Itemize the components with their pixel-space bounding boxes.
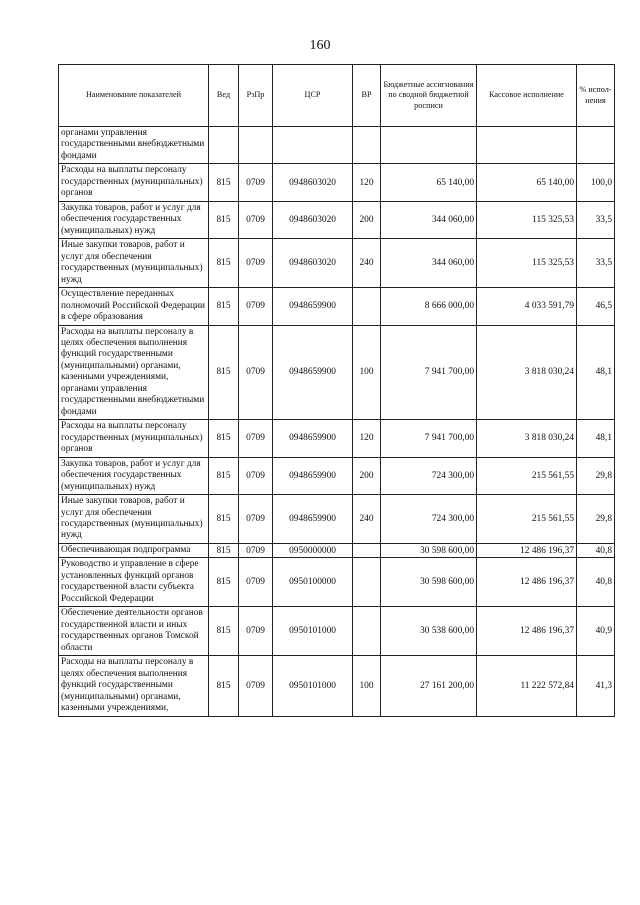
cell-vr <box>353 288 381 325</box>
cell-assignments: 344 060,00 <box>381 239 477 288</box>
cell-cash-execution: 115 325,53 <box>477 201 577 238</box>
cell-rzpr: 0709 <box>239 420 273 457</box>
cell-rzpr: 0709 <box>239 457 273 494</box>
cell-cash-execution <box>477 127 577 164</box>
cell-csr: 0950100000 <box>273 558 353 607</box>
cell-ved: 815 <box>209 164 239 201</box>
cell-cash-execution: 12 486 196,37 <box>477 558 577 607</box>
cell-rzpr: 0709 <box>239 558 273 607</box>
cell-vr: 120 <box>353 420 381 457</box>
cell-ved: 815 <box>209 325 239 420</box>
cell-vr: 200 <box>353 201 381 238</box>
cell-name: Осуществление переданных полномочий Российской Федерации в сфере образования <box>59 288 209 325</box>
cell-name: Обеспечивающая подпрограмма <box>59 543 209 557</box>
cell-vr: 200 <box>353 457 381 494</box>
table-row <box>59 543 615 557</box>
header-cash-execution: Кассовое исполнение <box>477 65 577 127</box>
cell-ved: 815 <box>209 656 239 716</box>
cell-cash-execution: 3 818 030,24 <box>477 325 577 420</box>
cell-assignments: 30 598 600,00 <box>381 543 477 557</box>
table-row <box>59 457 615 494</box>
cell-assignments: 724 300,00 <box>381 495 477 544</box>
cell-execution-percent: 33,5 <box>577 239 615 288</box>
cell-execution-percent: 33,5 <box>577 201 615 238</box>
cell-csr: 0950101000 <box>273 607 353 656</box>
table-row <box>59 656 615 716</box>
cell-assignments: 30 598 600,00 <box>381 558 477 607</box>
cell-name: Руководство и управление в сфере установленных функций органов государственной власти субъекта Российской Федерации <box>59 558 209 607</box>
cell-cash-execution: 115 325,53 <box>477 239 577 288</box>
table-row <box>59 127 615 164</box>
cell-vr <box>353 543 381 557</box>
cell-rzpr: 0709 <box>239 656 273 716</box>
cell-ved: 815 <box>209 239 239 288</box>
cell-ved: 815 <box>209 607 239 656</box>
cell-vr <box>353 558 381 607</box>
cell-cash-execution: 12 486 196,37 <box>477 607 577 656</box>
header-assignments: Бюджетные ассигнования по сводной бюджетной росписи <box>381 65 477 127</box>
header-csr: ЦСР <box>273 65 353 127</box>
cell-ved: 815 <box>209 420 239 457</box>
cell-execution-percent: 29,8 <box>577 457 615 494</box>
cell-ved: 815 <box>209 558 239 607</box>
cell-ved <box>209 127 239 164</box>
cell-name: Расходы на выплаты персоналу государственных (муниципальных) органов <box>59 420 209 457</box>
cell-assignments: 7 941 700,00 <box>381 420 477 457</box>
cell-csr: 0948659900 <box>273 495 353 544</box>
cell-ved: 815 <box>209 288 239 325</box>
cell-csr: 0948659900 <box>273 325 353 420</box>
cell-execution-percent: 100,0 <box>577 164 615 201</box>
cell-rzpr: 0709 <box>239 288 273 325</box>
cell-assignments: 8 666 000,00 <box>381 288 477 325</box>
cell-execution-percent: 41,3 <box>577 656 615 716</box>
cell-ved: 815 <box>209 201 239 238</box>
table-row <box>59 164 615 201</box>
cell-vr <box>353 127 381 164</box>
cell-csr: 0950101000 <box>273 656 353 716</box>
cell-name: Расходы на выплаты персоналу государственных (муниципальных) органов <box>59 164 209 201</box>
cell-cash-execution: 215 561,55 <box>477 457 577 494</box>
cell-name: Закупка товаров, работ и услуг для обеспечения государственных (муниципальных) нужд <box>59 457 209 494</box>
header-vr: ВР <box>353 65 381 127</box>
cell-vr: 100 <box>353 325 381 420</box>
cell-assignments: 344 060,00 <box>381 201 477 238</box>
cell-execution-percent: 40,9 <box>577 607 615 656</box>
cell-rzpr: 0709 <box>239 495 273 544</box>
cell-execution-percent: 29,8 <box>577 495 615 544</box>
cell-name: Расходы на выплаты персоналу в целях обеспечения выполнения функций государственными (муниципальными) органами, казенными учреждениями, органами управления государственными внебюджетными фондами <box>59 325 209 420</box>
cell-assignments <box>381 127 477 164</box>
table-row <box>59 607 615 656</box>
header-rzpr: РзПр <box>239 65 273 127</box>
cell-name: Расходы на выплаты персоналу в целях обеспечения выполнения функций государственными (муниципальными) органами, казенными учреждениями, <box>59 656 209 716</box>
header-execution-percent: % испол-нения <box>577 65 615 127</box>
cell-name: Закупка товаров, работ и услуг для обеспечения государственных (муниципальных) нужд <box>59 201 209 238</box>
cell-csr: 0948603020 <box>273 239 353 288</box>
cell-rzpr: 0709 <box>239 164 273 201</box>
table-row <box>59 288 615 325</box>
cell-csr: 0948659900 <box>273 420 353 457</box>
cell-csr: 0948603020 <box>273 164 353 201</box>
cell-rzpr: 0709 <box>239 325 273 420</box>
cell-ved: 815 <box>209 495 239 544</box>
cell-vr: 240 <box>353 239 381 288</box>
cell-name: органами управления государственными внебюджетными фондами <box>59 127 209 164</box>
cell-cash-execution: 3 818 030,24 <box>477 420 577 457</box>
cell-rzpr: 0709 <box>239 201 273 238</box>
cell-csr: 0948659900 <box>273 457 353 494</box>
cell-rzpr: 0709 <box>239 239 273 288</box>
cell-assignments: 724 300,00 <box>381 457 477 494</box>
cell-name: Иные закупки товаров, работ и услуг для обеспечения государственных (муниципальных) нужд <box>59 239 209 288</box>
cell-rzpr: 0709 <box>239 607 273 656</box>
table-row <box>59 558 615 607</box>
cell-vr: 120 <box>353 164 381 201</box>
cell-cash-execution: 215 561,55 <box>477 495 577 544</box>
cell-csr: 0948603020 <box>273 201 353 238</box>
cell-execution-percent: 48,1 <box>577 325 615 420</box>
header-name: Наименование показателей <box>59 65 209 127</box>
table-row <box>59 420 615 457</box>
cell-cash-execution: 4 033 591,79 <box>477 288 577 325</box>
cell-cash-execution: 12 486 196,37 <box>477 543 577 557</box>
cell-cash-execution: 65 140,00 <box>477 164 577 201</box>
table-row <box>59 201 615 238</box>
cell-execution-percent: 48,1 <box>577 420 615 457</box>
cell-ved: 815 <box>209 543 239 557</box>
cell-execution-percent: 40,8 <box>577 543 615 557</box>
cell-vr: 100 <box>353 656 381 716</box>
cell-ved: 815 <box>209 457 239 494</box>
cell-csr: 0948659900 <box>273 288 353 325</box>
cell-assignments: 65 140,00 <box>381 164 477 201</box>
cell-assignments: 7 941 700,00 <box>381 325 477 420</box>
table-row <box>59 325 615 420</box>
cell-vr <box>353 607 381 656</box>
cell-execution-percent: 46,5 <box>577 288 615 325</box>
cell-assignments: 27 161 200,00 <box>381 656 477 716</box>
budget-table <box>58 64 615 717</box>
table-row <box>59 495 615 544</box>
cell-csr <box>273 127 353 164</box>
page-number: 160 <box>309 38 331 53</box>
header-ved: Вед <box>209 65 239 127</box>
cell-csr: 0950000000 <box>273 543 353 557</box>
cell-assignments: 30 538 600,00 <box>381 607 477 656</box>
cell-name: Иные закупки товаров, работ и услуг для обеспечения государственных (муниципальных) нужд <box>59 495 209 544</box>
cell-execution-percent <box>577 127 615 164</box>
cell-execution-percent: 40,8 <box>577 558 615 607</box>
cell-cash-execution: 11 222 572,84 <box>477 656 577 716</box>
cell-rzpr <box>239 127 273 164</box>
table-header-row <box>59 65 615 127</box>
cell-vr: 240 <box>353 495 381 544</box>
table-row <box>59 239 615 288</box>
cell-name: Обеспечение деятельности органов государственной власти и иных государственных органов Томской области <box>59 607 209 656</box>
cell-rzpr: 0709 <box>239 543 273 557</box>
